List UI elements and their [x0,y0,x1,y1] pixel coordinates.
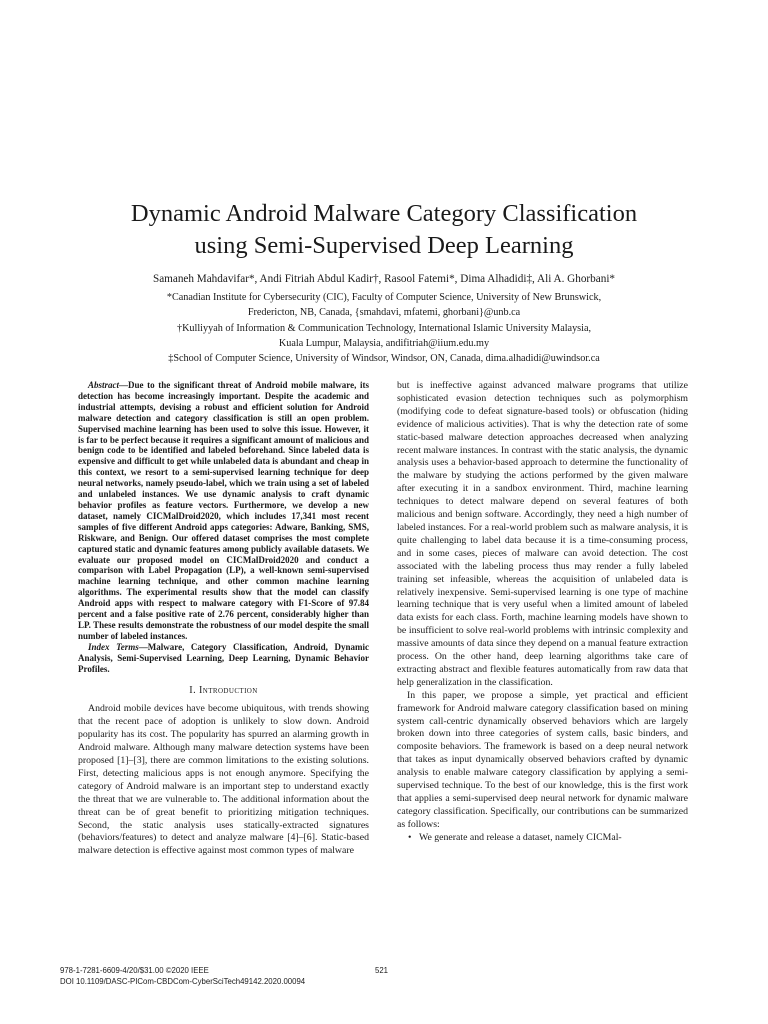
isbn-line: 978-1-7281-6609-4/20/$31.00 ©2020 IEEE [60,966,209,975]
affiliation-line: Kuala Lumpur, Malaysia, andifitriah@iium.edu.my [278,337,490,349]
affiliations [40,290,728,366]
index-terms-text: —Malware, Category Classification, Android, Dynamic Analysis, Semi-Supervised Learning, Deep Learning, Dynamic Behavior Profiles. [78,641,369,674]
paper-title [40,198,728,262]
body-paragraph: In this paper, we propose a simple, yet practical and efficient framework for Android malware category classification based on mining system call-centric dynamically observed behaviors which are largely broken down into three categories of system calls, basic binders, and composite behaviors. The framework is based on a deep neural network that takes as input dynamically observed behaviors crafted by dynamic analysis to enable malware category classification by applying a semi-supervised technique. To the best of our knowledge, this is the first work that applies a semi-supervised deep neural network for dynamic malware category classification. Specifically, our contributions can be summarized as follows: [397,689,688,830]
paper-title-line-1: Dynamic Android Malware Category Classification [130,200,638,227]
author-list: Samaneh Mahdavifar*, Andi Fitriah Abdul Kadir†, Rasool Fatemi*, Dima Alhadidi‡, Ali A. Ghorbani* [152,273,616,285]
index-terms [78,642,369,675]
doi-line: DOI 10.1109/DASC-PICom-CBDCom-CyberSciTech49142.2020.00094 [60,976,306,986]
abstract-text: —Due to the significant threat of Android mobile malware, its detection has become increasingly important. Despite the academic and industrial attempts, devising a robust and efficient solution for Android malware detection and category classification is still an open problem. Supervised machine learning has been used to solve this issue. However, it is far to be perfect because it requires a significant amount of malicious and benign code to be identified and labeled beforehand. Since labeled data is expensive and difficult to get while unlabeled data is abundant and cheap in this context, we resort to a semi-supervised learning technique for deep neural networks, namely pseudo-label, which we train using a set of labeled and unlabeled instances. We use dynamic analysis to craft dynamic behavior profiles as feature vectors. Furthermore, we develop a new dataset, namely CICMalDroid2020, which includes 17,341 most recent samples of five different Android apps categories: Adware, Banking, SMS, Riskware, and Benign. Our offered dataset comprises the most complete captured static and dynamic features among publicly available datasets. We evaluate our proposed model on CICMalDroid2020 and conduct a comparison with Label Propagation (LP), a well-known semi-supervised machine learning technique, and other common machine learning algorithms. The experimental results show that the model can classify Android apps with respect to malware category with F1-Score of 97.84 percent and a false positive rate of 2.76 percent, considerably higher than LP. These results demonstrate the robustness of our model despite the small number of labeled instances. [78,380,369,641]
section-heading-introduction: I. Introduction [189,685,258,697]
intro-paragraph: Android mobile devices have become ubiquitous, with trends showing that the recent pace of adoption is unlikely to slow down. Android popularity has its cost. The popularity has spurred an alarming growth in Android malware. Although many malware detection systems have been proposed [1]–[3], there are common limitations to the existing solutions. First, detecting malicious apps is not enough anymore. Specifying the category of Android malware is an important step to understand exactly the threat that we are vulnerable to. The additional information about the threat can be of great benefit to prioritizing mitigation techniques. Second, the static analysis uses statically-extracted signatures (behaviors/features) to detect and analyze malware [4]–[6]. Static-based malware detection is effective against most common types of malware [78,703,369,857]
index-terms-label: Index Terms [88,641,139,652]
affiliation-line: Fredericton, NB, Canada, {smahdavi, mfatemi, ghorbani}@unb.ca [247,307,521,319]
affiliation-line: †Kulliyyah of Information & Communication Technology, International Islamic University Malaysia, [176,322,592,334]
abstract-label: Abstract [88,380,120,390]
paper-title-line-2: using Semi-Supervised Deep Learning [194,232,574,259]
bullet-icon: • [408,831,412,843]
footer-info [60,966,305,987]
right-column [397,380,688,845]
affiliation-line: *Canadian Institute for Cybersecurity (CIC), Faculty of Computer Science, University of New Brunswick, [166,292,602,303]
abstract [78,380,369,642]
left-column [78,380,369,858]
body-paragraph: but is ineffective against advanced malware programs that utilize sophisticated evasion detection techniques such as polymorphism (modifying code to defeat signature-based tools) or obfuscation (hiding evidence of malicious activities). That is why the detection rate of some static-based malware detection approaches decreased when analyzing recent malware instances. In contrast with the static analysis, the dynamic analysis uses a behavior-based approach to determine the functionality of the malware by studying the actions performed by the given malware after executing it in a sandbox environment. Third, machine learning techniques to detect malware depend on several features of both malicious and benign software. Accordingly, they need a high number of labeled instances. For a real-world problem such as malware analysis, it is quite challenging to label data because it is a time-consuming process, and in some cases, pieces of malware can avoid detection. The cost associated with the labeling process thus may render a fully labeled training set infeasible, whereas the acquisition of unlabeled data is relatively inexpensive. Semi-supervised learning is one type of machine learning technique that is very useful when a limited amount of labeled data exists for each class. Forth, machine learning models have shown to be insufficient to solve real-world problems with intrinsic complexity and massive amounts of data since they depend on a manual feature extraction process. On the other hand, deep learning algorithms take care of extracting abstract and flexible features automatically from raw data that help generalization in the classification. [397,380,688,688]
contribution-bullet-text: We generate and release a dataset, namely CICMal- [419,831,622,843]
page-number: 521 [375,966,389,975]
contribution-bullet [397,832,688,845]
affiliation-line: ‡School of Computer Science, University of Windsor, Windsor, ON, Canada, dima.alhadidi@uwindsor.ca [168,353,600,365]
